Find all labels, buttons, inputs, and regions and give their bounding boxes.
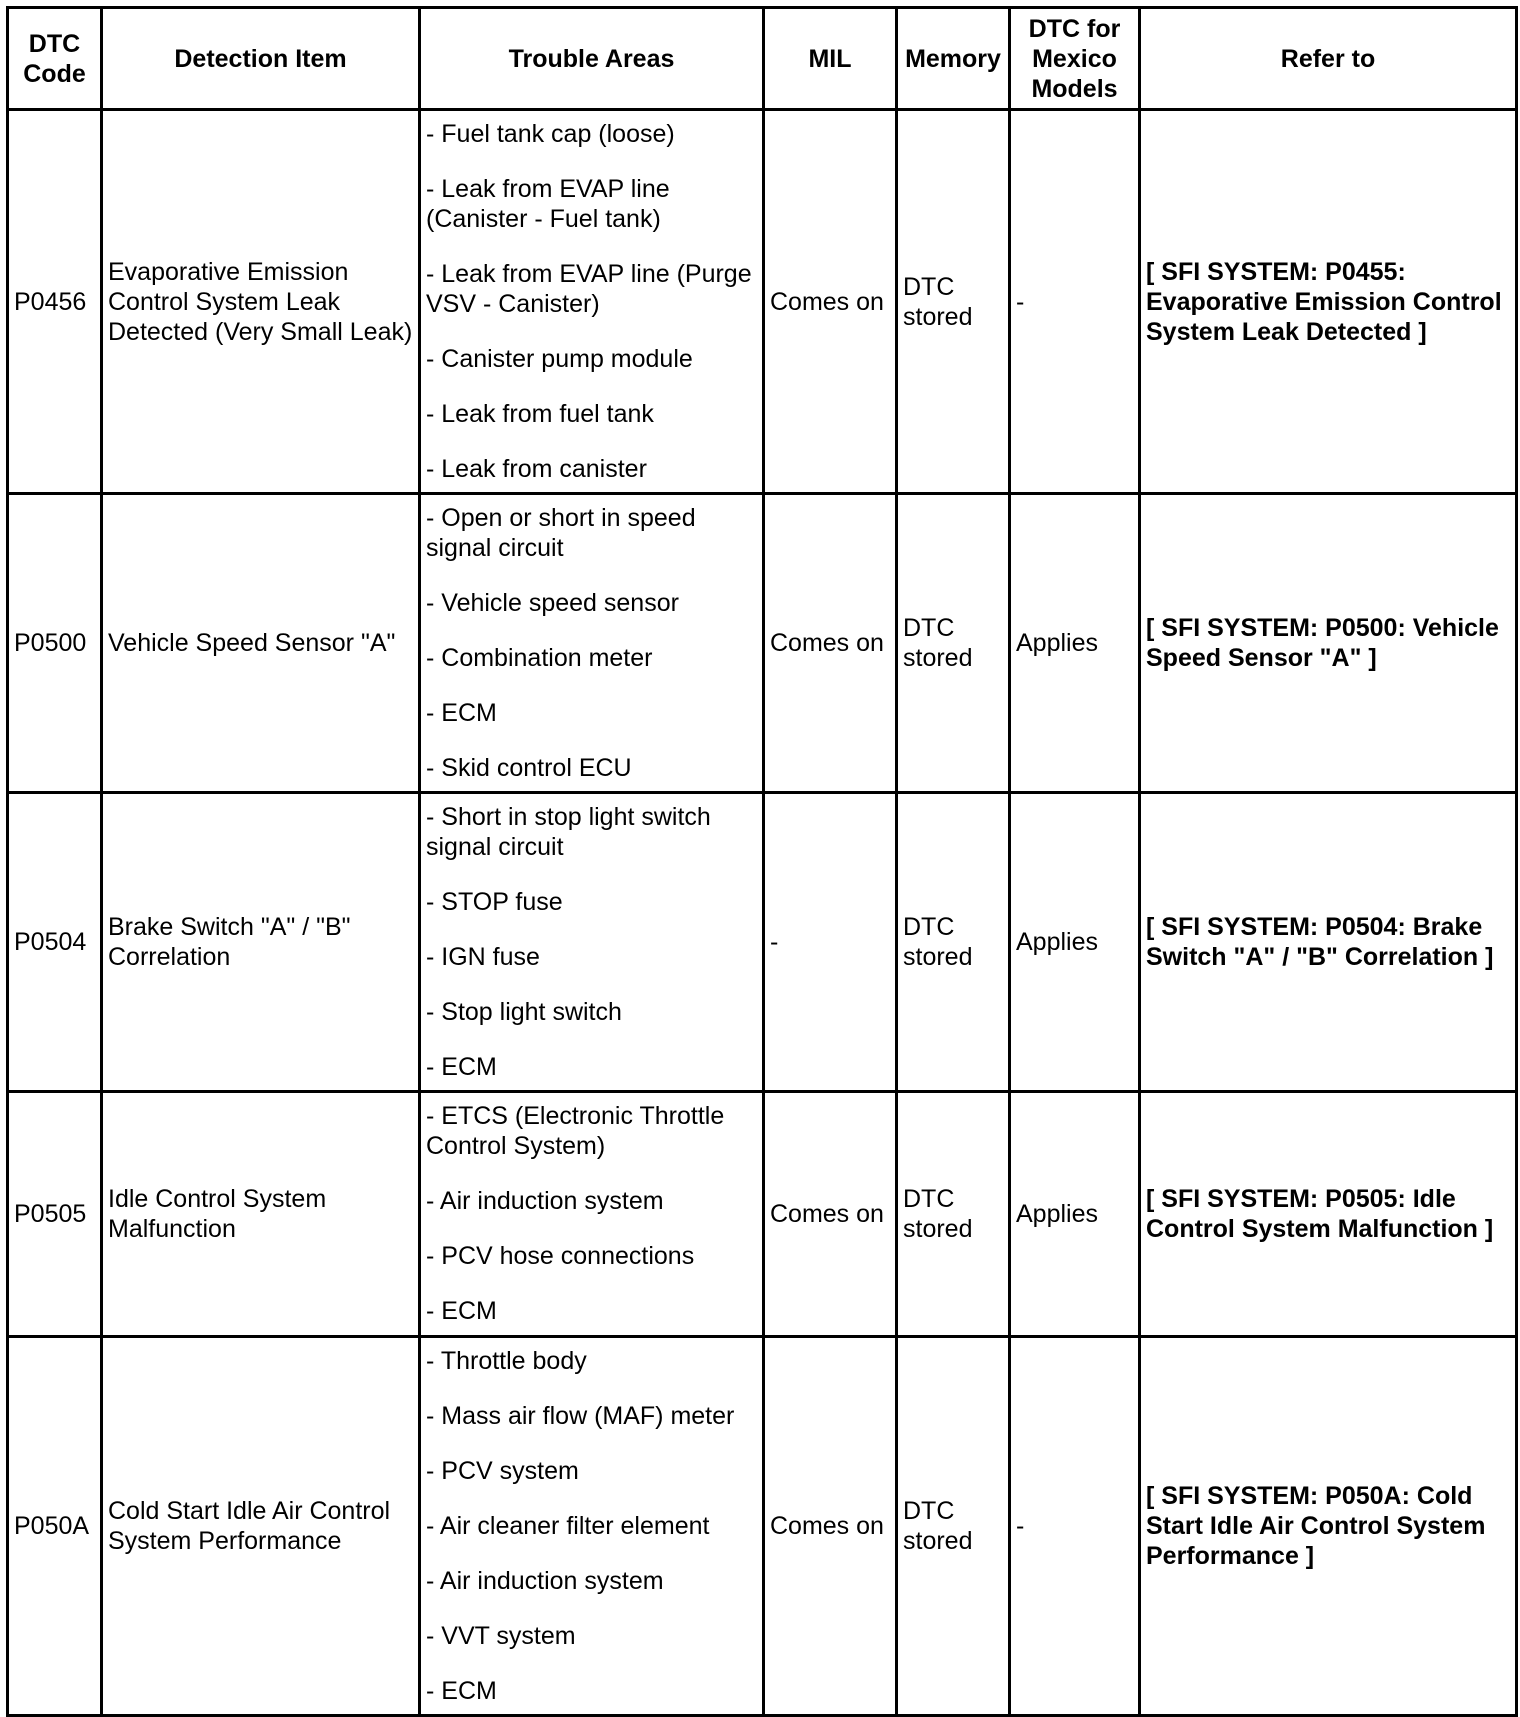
memory-cell: DTC stored — [897, 1092, 1010, 1337]
dtc-code-cell: P050A — [8, 1337, 102, 1716]
memory-cell: DTC stored — [897, 1337, 1010, 1716]
dtc-code-cell: P0505 — [8, 1092, 102, 1337]
dtc-code-cell: P0500 — [8, 494, 102, 793]
trouble-area-item: - Air cleaner filter element — [426, 1512, 710, 1540]
header-mexico-models: DTC for Mexico Models — [1010, 8, 1140, 110]
trouble-area-item: - Air induction system — [426, 1567, 664, 1595]
trouble-area-item: - PCV hose connections — [426, 1242, 695, 1270]
trouble-areas-cell — [420, 1337, 764, 1716]
trouble-area-item: - Short in stop light switch signal circuit — [426, 803, 711, 861]
header-detection-item: Detection Item — [102, 8, 420, 110]
trouble-areas-cell — [420, 110, 764, 494]
header-dtc-code: DTC Code — [8, 8, 102, 110]
mexico-cell: - — [1010, 110, 1140, 494]
trouble-area-item: - ECM — [426, 1677, 497, 1705]
trouble-areas-cell — [420, 1092, 764, 1337]
trouble-area-item: - Fuel tank cap (loose) — [426, 120, 675, 148]
refer-link[interactable]: [ SFI SYSTEM: P0500: Vehicle Speed Sensor "A" ] — [1140, 494, 1517, 793]
detection-item-cell: Evaporative Emission Control System Leak Detected (Very Small Leak) — [102, 110, 420, 494]
trouble-area-item: - PCV system — [426, 1457, 579, 1485]
trouble-area-item: - Vehicle speed sensor — [426, 589, 679, 617]
trouble-area-item: - ECM — [426, 1297, 497, 1325]
dtc-code-cell: P0456 — [8, 110, 102, 494]
trouble-area-item: - VVT system — [426, 1622, 576, 1650]
refer-link[interactable]: [ SFI SYSTEM: P0504: Brake Switch "A" / "B" Correlation ] — [1140, 793, 1517, 1092]
trouble-area-item: - IGN fuse — [426, 943, 540, 971]
table-row — [8, 1092, 1517, 1337]
detection-item-cell: Vehicle Speed Sensor "A" — [102, 494, 420, 793]
table-row — [8, 110, 1517, 494]
trouble-area-item: - Air induction system — [426, 1187, 664, 1215]
mil-cell: Comes on — [764, 110, 897, 494]
refer-link[interactable]: [ SFI SYSTEM: P0455: Evaporative Emission Control System Leak Detected ] — [1140, 110, 1517, 494]
mexico-cell: Applies — [1010, 793, 1140, 1092]
trouble-area-item: - Combination meter — [426, 644, 653, 672]
table-header-row — [8, 8, 1517, 110]
trouble-area-item: - ETCS (Electronic Throttle Control System) — [426, 1102, 725, 1160]
mil-cell: - — [764, 793, 897, 1092]
memory-cell: DTC stored — [897, 494, 1010, 793]
dtc-code-cell: P0504 — [8, 793, 102, 1092]
refer-link[interactable]: [ SFI SYSTEM: P0505: Idle Control System Malfunction ] — [1140, 1092, 1517, 1337]
trouble-area-item: - Open or short in speed signal circuit — [426, 504, 696, 562]
trouble-area-item: - Leak from fuel tank — [426, 400, 654, 428]
trouble-area-item: - Skid control ECU — [426, 754, 632, 782]
mil-cell: Comes on — [764, 1092, 897, 1337]
mil-cell: Comes on — [764, 1337, 897, 1716]
trouble-area-item: - Leak from EVAP line (Canister - Fuel tank) — [426, 175, 670, 233]
table-row — [8, 1337, 1517, 1716]
trouble-area-item: - ECM — [426, 1053, 497, 1081]
trouble-area-item: - ECM — [426, 699, 497, 727]
trouble-areas-cell — [420, 494, 764, 793]
trouble-area-item: - Leak from canister — [426, 455, 647, 483]
trouble-area-item: - STOP fuse — [426, 888, 563, 916]
table-row — [8, 793, 1517, 1092]
header-memory: Memory — [897, 8, 1010, 110]
header-trouble-areas: Trouble Areas — [420, 8, 764, 110]
mexico-cell: - — [1010, 1337, 1140, 1716]
header-mil: MIL — [764, 8, 897, 110]
detection-item-cell: Idle Control System Malfunction — [102, 1092, 420, 1337]
trouble-area-item: - Stop light switch — [426, 998, 622, 1026]
table-row — [8, 494, 1517, 793]
detection-item-cell: Cold Start Idle Air Control System Performance — [102, 1337, 420, 1716]
detection-item-cell: Brake Switch "A" / "B" Correlation — [102, 793, 420, 1092]
mil-cell: Comes on — [764, 494, 897, 793]
header-refer-to: Refer to — [1140, 8, 1517, 110]
memory-cell: DTC stored — [897, 793, 1010, 1092]
trouble-area-item: - Mass air flow (MAF) meter — [426, 1402, 735, 1430]
trouble-area-item: - Canister pump module — [426, 345, 693, 373]
trouble-area-item: - Throttle body — [426, 1347, 587, 1375]
memory-cell: DTC stored — [897, 110, 1010, 494]
mexico-cell: Applies — [1010, 1092, 1140, 1337]
mexico-cell: Applies — [1010, 494, 1140, 793]
trouble-area-item: - Leak from EVAP line (Purge VSV - Canister) — [426, 260, 752, 318]
trouble-areas-cell — [420, 793, 764, 1092]
dtc-table — [6, 6, 1518, 1717]
refer-link[interactable]: [ SFI SYSTEM: P050A: Cold Start Idle Air Control System Performance ] — [1140, 1337, 1517, 1716]
